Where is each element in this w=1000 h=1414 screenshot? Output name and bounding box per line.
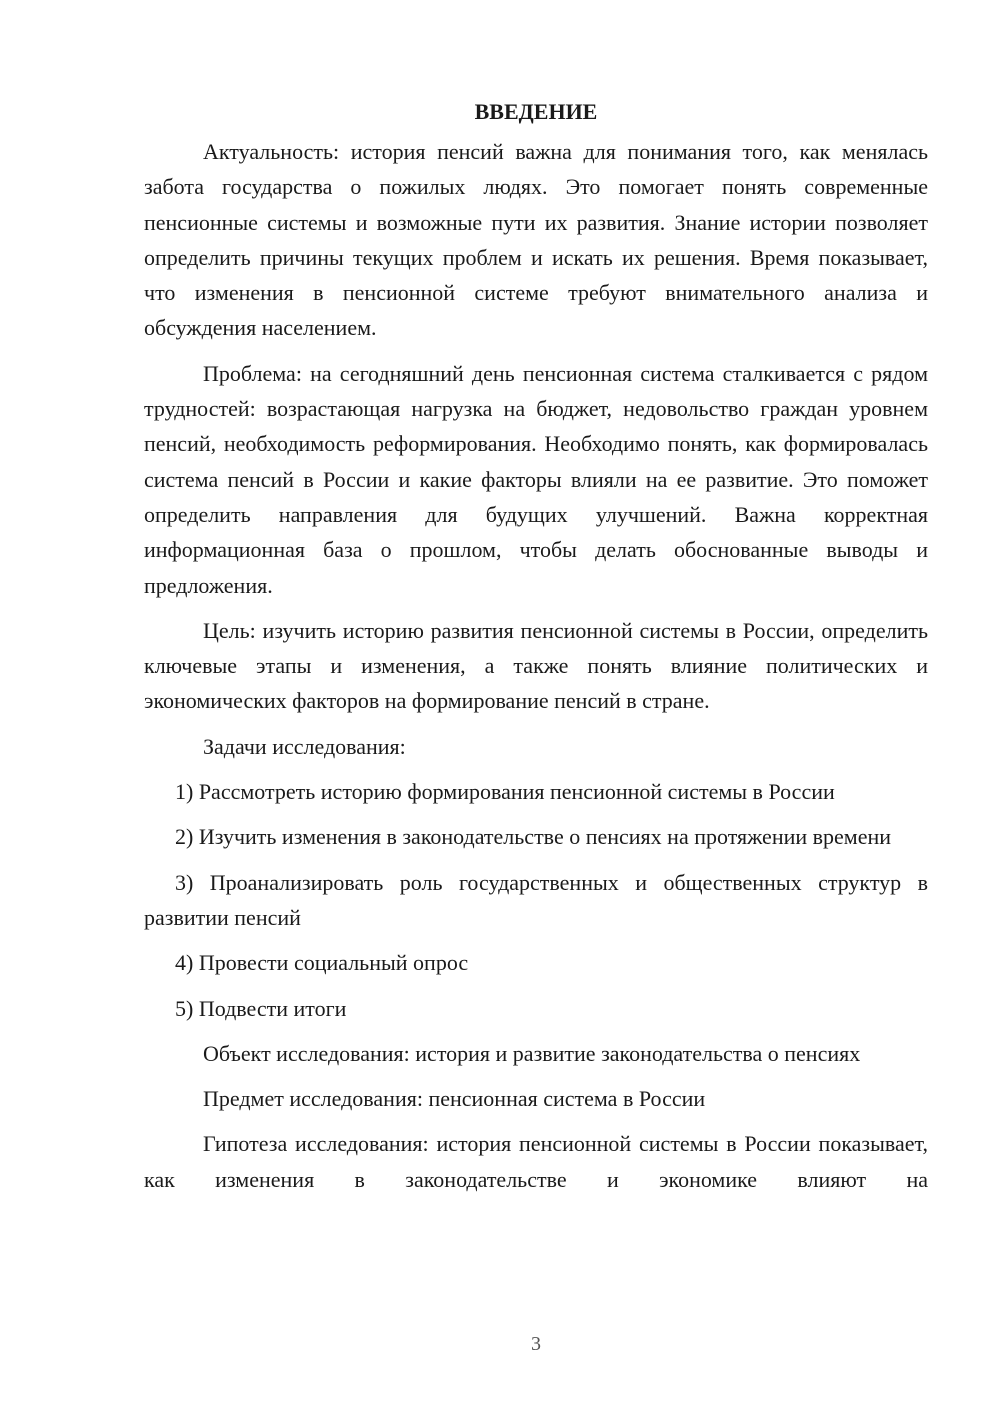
task-item-3: 3) Проанализировать роль государственных и общественных структур в развитии пенсий xyxy=(144,869,928,930)
paragraph-subject: Предмет исследования: пенсионная система в России xyxy=(203,1086,706,1112)
paragraph-relevance: Актуальность: история пенсий важна для понимания того, как менялась забота государства о пожилых людях. Это помогает понять современные пенсионные системы и возможные пути их развития. Знание истории позволяет определить причины текущих проблем и искать их решения. Время показывает, что изменения в пенсионной системе требуют внимательного анализа и обсуждения населением. xyxy=(144,139,928,341)
paragraph-tasks-heading: Задачи исследования: xyxy=(203,733,406,759)
paragraph-goal: Цель: изучить историю развития пенсионной системы в России, определить ключевые этапы и изменения, а также понять влияние политических и экономических факторов на формирование пенсий в стране. xyxy=(144,617,928,714)
paragraph-hypothesis: Гипотеза исследования: история пенсионной системы в России показывает, как изменения в законодательстве и экономике влияют на xyxy=(144,1131,928,1192)
task-item-1: 1) Рассмотреть историю формирования пенсионной системы в России xyxy=(175,779,835,805)
document-body xyxy=(144,94,928,1197)
paragraph-problem: Проблема: на сегодняшний день пенсионная система сталкивается с рядом трудностей: возрастающая нагрузка на бюджет, недовольство граждан уровнем пенсий, необходимость реформирования. Необходимо понять, как формировалась система пенсий в России и какие факторы влияли на ее развитие. Это поможет определить направления для будущих улучшений. Важна корректная информационная база о прошлом, чтобы делать обоснованные выводы и предложения. xyxy=(144,360,928,598)
page-number: 3 xyxy=(531,1333,541,1355)
paragraph-object: Объект исследования: история и развитие законодательства о пенсиях xyxy=(203,1040,861,1066)
task-item-4: 4) Провести социальный опрос xyxy=(175,950,469,976)
task-item-5: 5) Подвести итоги xyxy=(175,995,347,1021)
section-title: ВВЕДЕНИЕ xyxy=(474,99,598,124)
task-item-2: 2) Изучить изменения в законодательстве о пенсиях на протяжении времени xyxy=(175,824,892,850)
